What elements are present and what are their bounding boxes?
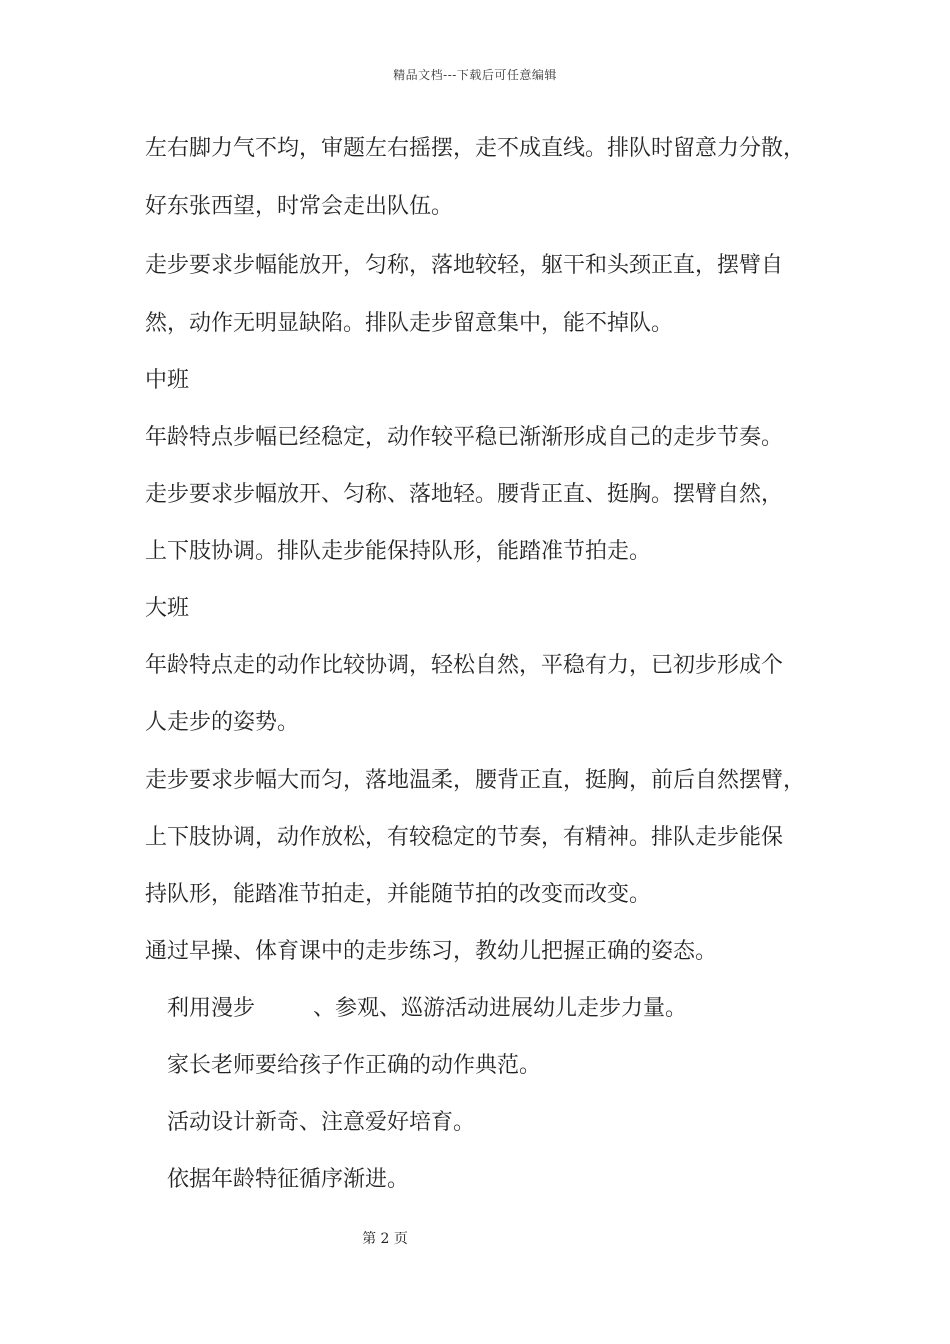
- paragraph-line: 走步要求步幅放开、匀称、落地轻。腰背正直、挺胸。摆臂自然，: [145, 482, 784, 507]
- section-heading-senior-class: 大班: [145, 596, 190, 621]
- list-item: 依据年龄特征循序渐进。: [167, 1167, 410, 1192]
- list-item-text-part-a: 利用漫步: [167, 996, 256, 1021]
- paragraph-line: 人走步的姿势。: [145, 710, 300, 735]
- list-item: 活动设计新奇、注意爱好培育。: [167, 1110, 476, 1135]
- page-number: 第 2 页: [362, 1231, 408, 1247]
- paragraph-line: 好东张西望，时常会走出队伍。: [145, 194, 454, 219]
- list-item: 家长老师要给孩子作正确的动作典范。: [167, 1053, 542, 1078]
- paragraph-line: 通过早操、体育课中的走步练习，教幼儿把握正确的姿态。: [145, 939, 718, 964]
- section-heading-middle-class: 中班: [145, 368, 190, 393]
- paragraph-line: 然，动作无明显缺陷。排队走步留意集中，能不掉队。: [145, 311, 674, 336]
- paragraph-line: 走步要求步幅能放开，匀称，落地较轻，躯干和头颈正直，摆臂自: [145, 253, 784, 278]
- page-header: 精品文档---下载后可任意编辑: [393, 68, 557, 82]
- list-item: [167, 994, 687, 1024]
- paragraph-line: 左右脚力气不均，审题左右摇摆，走不成直线。排队时留意力分散，: [145, 136, 806, 161]
- list-item-text-part-b: 、参观、巡游活动进展幼儿走步力量。: [313, 996, 688, 1021]
- paragraph-line: 上下肢协调，动作放松，有较稳定的节奏，有精神。排队走步能保: [145, 825, 784, 850]
- paragraph-line: 持队形，能踏准节拍走，并能随节拍的改变而改变。: [145, 882, 652, 907]
- paragraph-line: 上下肢协调。排队走步能保持队形，能踏准节拍走。: [145, 539, 652, 564]
- paragraph-line: 年龄特点步幅已经稳定，动作较平稳已渐渐形成自己的走步节奏。: [145, 425, 784, 450]
- paragraph-line: 走步要求步幅大而匀，落地温柔，腰背正直，挺胸，前后自然摆臂，: [145, 768, 806, 793]
- paragraph-line: 年龄特点走的动作比较协调，轻松自然，平稳有力，已初步形成个: [145, 653, 784, 678]
